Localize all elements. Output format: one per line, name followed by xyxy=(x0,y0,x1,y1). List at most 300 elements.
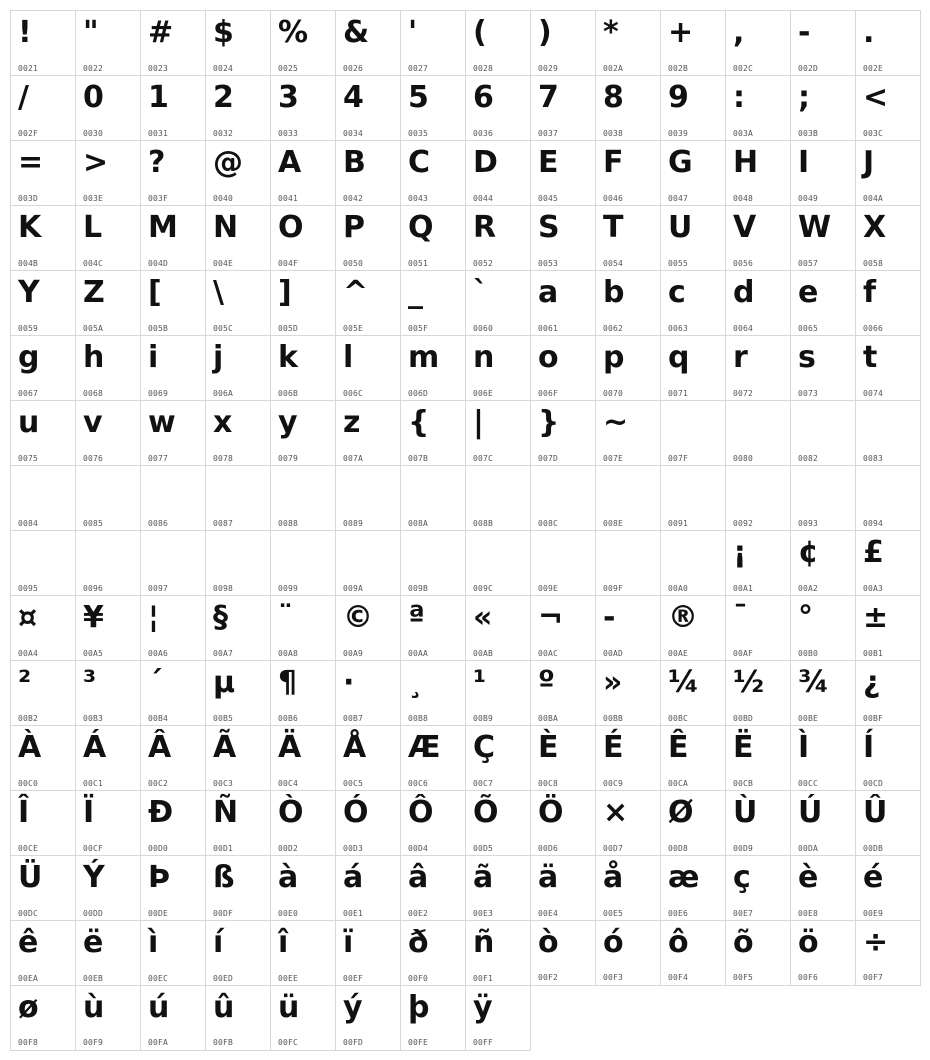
glyph-cell xyxy=(270,530,336,596)
glyph-codepoint: 0093 xyxy=(798,519,819,528)
glyph-codepoint: 00CF xyxy=(83,844,104,853)
glyph-codepoint: 00DB xyxy=(863,844,884,853)
glyph-char: 9 xyxy=(668,80,689,115)
glyph-cell xyxy=(790,790,856,856)
glyph-cell xyxy=(790,10,856,76)
glyph-codepoint: 0036 xyxy=(473,129,494,138)
glyph-codepoint: 0042 xyxy=(343,194,364,203)
glyph-cell xyxy=(595,400,661,466)
glyph-cell xyxy=(10,920,76,986)
glyph-char: 0 xyxy=(83,80,104,115)
glyph-cell xyxy=(75,595,141,661)
glyph-codepoint: 0064 xyxy=(733,324,754,333)
glyph-cell xyxy=(855,335,921,401)
glyph-char: ® xyxy=(668,600,698,635)
glyph-cell xyxy=(75,530,141,596)
glyph-codepoint: 002E xyxy=(863,64,884,73)
glyph-codepoint: 006D xyxy=(408,389,429,398)
glyph-char: G xyxy=(668,145,693,180)
glyph-cell xyxy=(855,660,921,726)
glyph-char: 1 xyxy=(148,80,169,115)
glyph-codepoint: 0075 xyxy=(18,454,39,463)
glyph-cell xyxy=(400,10,466,76)
glyph-cell xyxy=(465,140,531,206)
glyph-char: ¤ xyxy=(18,600,38,635)
glyph-codepoint: 0032 xyxy=(213,129,234,138)
glyph-cell xyxy=(205,595,271,661)
glyph-cell xyxy=(855,725,921,791)
glyph-codepoint: 0052 xyxy=(473,259,494,268)
glyph-char: Õ xyxy=(473,795,499,830)
glyph-cell xyxy=(335,335,401,401)
glyph-cell xyxy=(205,985,271,1051)
glyph-cell xyxy=(725,465,791,531)
glyph-char: ¬ xyxy=(538,600,564,635)
glyph-cell xyxy=(530,530,596,596)
glyph-char: } xyxy=(538,405,560,440)
glyph-codepoint: 00D7 xyxy=(603,844,624,853)
glyph-char: E xyxy=(538,145,559,180)
glyph-codepoint: 0087 xyxy=(213,519,234,528)
glyph-char: Z xyxy=(83,275,105,310)
glyph-codepoint: 003F xyxy=(148,194,169,203)
glyph-char: Y xyxy=(18,275,40,310)
glyph-codepoint: 00E9 xyxy=(863,909,884,918)
glyph-cell xyxy=(400,140,466,206)
glyph-char: ~ xyxy=(603,405,629,440)
glyph-char: W xyxy=(798,210,832,245)
glyph-codepoint: 0024 xyxy=(213,64,234,73)
glyph-char: X xyxy=(863,210,887,245)
glyph-cell xyxy=(790,530,856,596)
glyph-codepoint: 0033 xyxy=(278,129,299,138)
glyph-cell xyxy=(75,660,141,726)
glyph-codepoint: 003B xyxy=(798,129,819,138)
glyph-cell xyxy=(530,725,596,791)
glyph-codepoint: 005A xyxy=(83,324,104,333)
glyph-cell xyxy=(205,205,271,271)
glyph-cell xyxy=(140,10,206,76)
glyph-codepoint: 002C xyxy=(733,64,754,73)
glyph-cell xyxy=(400,75,466,141)
glyph-codepoint: 00EE xyxy=(278,974,299,983)
glyph-codepoint: 0022 xyxy=(83,64,104,73)
glyph-cell xyxy=(660,790,726,856)
glyph-codepoint: 00C6 xyxy=(408,779,429,788)
glyph-cell xyxy=(335,270,401,336)
glyph-codepoint: 0082 xyxy=(798,454,819,463)
glyph-char: Ç xyxy=(473,730,496,765)
glyph-codepoint: 00DF xyxy=(213,909,234,918)
glyph-codepoint: 0023 xyxy=(148,64,169,73)
glyph-char: ³ xyxy=(83,665,97,700)
glyph-cell xyxy=(335,725,401,791)
glyph-char: \ xyxy=(213,275,224,310)
glyph-char: c xyxy=(668,275,686,310)
glyph-char: _ xyxy=(408,275,423,310)
glyph-codepoint: 003C xyxy=(863,129,884,138)
glyph-cell xyxy=(855,270,921,336)
glyph-codepoint: 009B xyxy=(408,584,429,593)
glyph-cell xyxy=(10,855,76,921)
glyph-codepoint: 00B0 xyxy=(798,649,819,658)
glyph-cell xyxy=(140,335,206,401)
glyph-cell xyxy=(335,140,401,206)
glyph-cell xyxy=(530,400,596,466)
glyph-cell xyxy=(140,855,206,921)
glyph-codepoint: 008A xyxy=(408,519,429,528)
glyph-char: á xyxy=(343,860,364,895)
glyph-char: o xyxy=(538,340,559,375)
glyph-cell xyxy=(595,335,661,401)
glyph-codepoint: 00A3 xyxy=(863,584,884,593)
glyph-char: h xyxy=(83,340,105,375)
glyph-char: H xyxy=(733,145,759,180)
glyph-cell xyxy=(660,75,726,141)
glyph-char: - xyxy=(798,15,811,50)
glyph-char: ú xyxy=(148,990,170,1025)
glyph-char: å xyxy=(603,860,624,895)
glyph-codepoint: 00CD xyxy=(863,779,884,788)
glyph-char: ü xyxy=(278,990,300,1025)
glyph-char: ï xyxy=(343,925,354,960)
glyph-codepoint: 0069 xyxy=(148,389,169,398)
glyph-char: ä xyxy=(538,860,559,895)
glyph-char: s xyxy=(798,340,816,375)
glyph-cell xyxy=(595,725,661,791)
glyph-cell xyxy=(270,920,336,986)
glyph-char: z xyxy=(343,405,361,440)
glyph-codepoint: 0061 xyxy=(538,324,559,333)
glyph-cell xyxy=(790,660,856,726)
glyph-codepoint: 004C xyxy=(83,259,104,268)
glyph-cell xyxy=(10,10,76,76)
glyph-cell xyxy=(140,270,206,336)
glyph-codepoint: 0053 xyxy=(538,259,559,268)
glyph-codepoint: 00C2 xyxy=(148,779,169,788)
glyph-codepoint: 00B8 xyxy=(408,714,429,723)
glyph-codepoint: 0056 xyxy=(733,259,754,268)
glyph-codepoint: 002D xyxy=(798,64,819,73)
glyph-codepoint: 00E7 xyxy=(733,909,754,918)
glyph-cell xyxy=(270,855,336,921)
glyph-codepoint: 006B xyxy=(278,389,299,398)
glyph-codepoint: 0074 xyxy=(863,389,884,398)
glyph-codepoint: 00F6 xyxy=(798,973,819,982)
glyph-char: = xyxy=(18,145,44,180)
glyph-cell xyxy=(465,790,531,856)
glyph-codepoint: 0086 xyxy=(148,519,169,528)
glyph-char: Ô xyxy=(408,795,434,830)
glyph-codepoint: 0044 xyxy=(473,194,494,203)
glyph-char: A xyxy=(278,145,302,180)
glyph-codepoint: 00BE xyxy=(798,714,819,723)
glyph-char: # xyxy=(148,15,174,50)
glyph-char: º xyxy=(538,665,555,700)
glyph-codepoint: 00B5 xyxy=(213,714,234,723)
glyph-char: ¯ xyxy=(733,600,748,635)
glyph-cell xyxy=(790,140,856,206)
glyph-cell xyxy=(530,10,596,76)
glyph-codepoint: 008B xyxy=(473,519,494,528)
glyph-cell xyxy=(660,855,726,921)
glyph-cell xyxy=(595,75,661,141)
glyph-codepoint: 00E6 xyxy=(668,909,689,918)
glyph-cell xyxy=(660,140,726,206)
glyph-codepoint: 009E xyxy=(538,584,559,593)
glyph-cell xyxy=(530,920,596,986)
glyph-char: D xyxy=(473,145,498,180)
glyph-char: & xyxy=(343,15,370,50)
glyph-char: ¨ xyxy=(278,600,293,635)
glyph-cell xyxy=(270,790,336,856)
glyph-cell xyxy=(530,75,596,141)
glyph-codepoint: 00A0 xyxy=(668,584,689,593)
glyph-cell xyxy=(725,270,791,336)
glyph-cell xyxy=(335,205,401,271)
glyph-char: . xyxy=(863,15,875,50)
glyph-char: j xyxy=(213,340,224,375)
glyph-cell xyxy=(10,140,76,206)
glyph-codepoint: 00C4 xyxy=(278,779,299,788)
glyph-char: g xyxy=(18,340,40,375)
glyph-char: Ì xyxy=(798,730,810,765)
glyph-cell xyxy=(335,10,401,76)
glyph-cell xyxy=(10,465,76,531)
glyph-char: T xyxy=(603,210,624,245)
glyph-cell xyxy=(790,855,856,921)
glyph-cell xyxy=(140,140,206,206)
glyph-codepoint: 004D xyxy=(148,259,169,268)
glyph-cell xyxy=(595,140,661,206)
glyph-cell xyxy=(270,270,336,336)
glyph-cell xyxy=(530,790,596,856)
glyph-char: Á xyxy=(83,730,107,765)
glyph-codepoint: 0089 xyxy=(343,519,364,528)
glyph-codepoint: 0047 xyxy=(668,194,689,203)
glyph-codepoint: 0025 xyxy=(278,64,299,73)
glyph-char: × xyxy=(603,795,629,830)
glyph-codepoint: 0071 xyxy=(668,389,689,398)
glyph-codepoint: 00FC xyxy=(278,1038,299,1047)
glyph-codepoint: 00A2 xyxy=(798,584,819,593)
glyph-codepoint: 0057 xyxy=(798,259,819,268)
glyph-cell xyxy=(205,725,271,791)
glyph-char: ì xyxy=(148,925,159,960)
glyph-cell xyxy=(465,660,531,726)
glyph-char: ý xyxy=(343,990,363,1025)
glyph-codepoint: 00F9 xyxy=(83,1038,104,1047)
glyph-char: ¹ xyxy=(473,665,487,700)
glyph-char: $ xyxy=(213,15,234,50)
glyph-codepoint: 00A8 xyxy=(278,649,299,658)
glyph-char: n xyxy=(473,340,495,375)
glyph-cell xyxy=(530,855,596,921)
glyph-char: U xyxy=(668,210,693,245)
glyph-cell xyxy=(465,335,531,401)
glyph-codepoint: 0030 xyxy=(83,129,104,138)
glyph-cell xyxy=(725,920,791,986)
glyph-codepoint: 00B6 xyxy=(278,714,299,723)
glyph-cell xyxy=(75,725,141,791)
glyph-char: ù xyxy=(83,990,105,1025)
glyph-char: R xyxy=(473,210,497,245)
glyph-codepoint: 0066 xyxy=(863,324,884,333)
glyph-codepoint: 0088 xyxy=(278,519,299,528)
glyph-cell xyxy=(465,270,531,336)
glyph-char: þ xyxy=(408,990,430,1025)
glyph-codepoint: 00F7 xyxy=(863,973,884,982)
glyph-codepoint: 00D9 xyxy=(733,844,754,853)
glyph-char: S xyxy=(538,210,560,245)
glyph-char: + xyxy=(668,15,694,50)
glyph-char: î xyxy=(278,925,289,960)
glyph-char: ( xyxy=(473,15,487,50)
glyph-cell xyxy=(400,335,466,401)
glyph-cell xyxy=(725,530,791,596)
glyph-cell xyxy=(855,400,921,466)
glyph-char: ¡ xyxy=(733,535,747,570)
glyph-codepoint: 0039 xyxy=(668,129,689,138)
glyph-cell xyxy=(725,660,791,726)
glyph-char: Ø xyxy=(668,795,694,830)
glyph-char: ¼ xyxy=(668,665,700,700)
glyph-char: ø xyxy=(18,990,39,1025)
glyph-cell xyxy=(595,790,661,856)
glyph-char: · xyxy=(343,665,355,700)
glyph-char: , xyxy=(733,15,745,50)
glyph-codepoint: 0079 xyxy=(278,454,299,463)
glyph-char: M xyxy=(148,210,178,245)
glyph-cell xyxy=(790,270,856,336)
glyph-char: ) xyxy=(538,15,552,50)
glyph-char: ' xyxy=(408,15,418,50)
glyph-codepoint: 00DE xyxy=(148,909,169,918)
glyph-codepoint: 00AE xyxy=(668,649,689,658)
glyph-cell xyxy=(205,335,271,401)
glyph-cell xyxy=(660,595,726,661)
glyph-cell xyxy=(465,10,531,76)
glyph-cell xyxy=(75,855,141,921)
glyph-codepoint: 0098 xyxy=(213,584,234,593)
glyph-char: ] xyxy=(278,275,292,310)
glyph-cell xyxy=(465,725,531,791)
glyph-cell xyxy=(725,855,791,921)
glyph-cell xyxy=(75,270,141,336)
glyph-cell xyxy=(400,530,466,596)
glyph-char: J xyxy=(863,145,875,180)
glyph-codepoint: 0051 xyxy=(408,259,429,268)
glyph-cell xyxy=(270,140,336,206)
glyph-char: Ý xyxy=(83,860,105,895)
glyph-char: v xyxy=(83,405,103,440)
glyph-cell xyxy=(660,335,726,401)
glyph-cell xyxy=(595,855,661,921)
glyph-cell xyxy=(595,465,661,531)
glyph-codepoint: 0046 xyxy=(603,194,624,203)
glyph-char: Ñ xyxy=(213,795,239,830)
glyph-codepoint: 00BA xyxy=(538,714,559,723)
glyph-codepoint: 006F xyxy=(538,389,559,398)
glyph-cell xyxy=(270,75,336,141)
glyph-char: ô xyxy=(668,925,689,960)
glyph-cell xyxy=(790,725,856,791)
glyph-codepoint: 00CB xyxy=(733,779,754,788)
glyph-cell xyxy=(790,205,856,271)
glyph-cell xyxy=(400,270,466,336)
glyph-char: - xyxy=(603,600,616,635)
glyph-char: / xyxy=(18,80,29,115)
glyph-codepoint: 005D xyxy=(278,324,299,333)
glyph-cell xyxy=(790,75,856,141)
glyph-char: ¦ xyxy=(148,600,159,635)
glyph-codepoint: 0058 xyxy=(863,259,884,268)
glyph-char: £ xyxy=(863,535,884,570)
glyph-codepoint: 004F xyxy=(278,259,299,268)
glyph-cell xyxy=(725,140,791,206)
glyph-char: É xyxy=(603,730,624,765)
glyph-codepoint: 003A xyxy=(733,129,754,138)
glyph-cell xyxy=(790,595,856,661)
glyph-char: r xyxy=(733,340,748,375)
glyph-cell xyxy=(270,465,336,531)
glyph-codepoint: 00FB xyxy=(213,1038,234,1047)
glyph-cell xyxy=(400,985,466,1051)
glyph-char: Ä xyxy=(278,730,302,765)
glyph-char: t xyxy=(863,340,878,375)
glyph-codepoint: 00B9 xyxy=(473,714,494,723)
glyph-codepoint: 002F xyxy=(18,129,39,138)
glyph-cell xyxy=(10,725,76,791)
glyph-cell xyxy=(335,920,401,986)
glyph-char: ½ xyxy=(733,665,765,700)
glyph-cell xyxy=(335,985,401,1051)
glyph-char: µ xyxy=(213,665,236,700)
glyph-cell xyxy=(205,400,271,466)
glyph-cell xyxy=(595,205,661,271)
glyph-codepoint: 006E xyxy=(473,389,494,398)
glyph-cell xyxy=(75,75,141,141)
glyph-codepoint: 005F xyxy=(408,324,429,333)
glyph-cell xyxy=(725,205,791,271)
glyph-codepoint: 0055 xyxy=(668,259,689,268)
glyph-char: Û xyxy=(863,795,888,830)
glyph-cell xyxy=(270,335,336,401)
glyph-cell xyxy=(10,530,76,596)
glyph-codepoint: 00B4 xyxy=(148,714,169,723)
glyph-cell xyxy=(140,465,206,531)
glyph-cell xyxy=(855,140,921,206)
glyph-codepoint: 00FF xyxy=(473,1038,494,1047)
glyph-cell xyxy=(530,465,596,531)
glyph-char: @ xyxy=(213,145,243,180)
glyph-codepoint: 007A xyxy=(343,454,364,463)
glyph-codepoint: 003E xyxy=(83,194,104,203)
glyph-char: u xyxy=(18,405,40,440)
glyph-cell xyxy=(465,205,531,271)
glyph-codepoint: 0099 xyxy=(278,584,299,593)
glyph-codepoint: 0034 xyxy=(343,129,364,138)
glyph-codepoint: 00FE xyxy=(408,1038,429,1047)
glyph-codepoint: 00F3 xyxy=(603,973,624,982)
glyph-cell xyxy=(725,335,791,401)
glyph-cell xyxy=(205,660,271,726)
glyph-codepoint: 0041 xyxy=(278,194,299,203)
glyph-cell xyxy=(270,985,336,1051)
glyph-cell xyxy=(855,920,921,986)
glyph-codepoint: 00EA xyxy=(18,974,39,983)
glyph-cell xyxy=(335,75,401,141)
